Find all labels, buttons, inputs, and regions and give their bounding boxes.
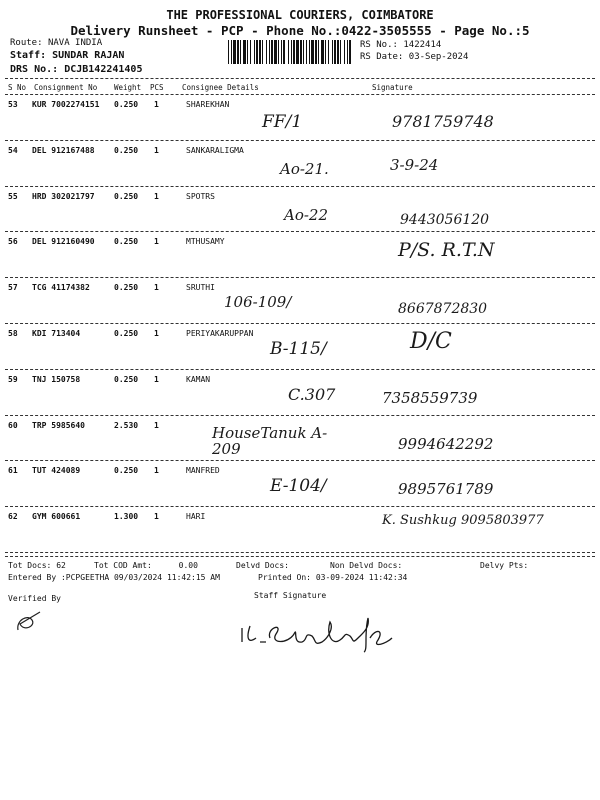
row-divider bbox=[5, 506, 595, 507]
delvy-pts-label: Delvy Pts: bbox=[480, 561, 529, 570]
row-consignment: HRD 302021797 bbox=[32, 191, 95, 201]
row-divider bbox=[5, 552, 595, 553]
row-consignment: GYM 600661 bbox=[32, 512, 81, 522]
handwritten-address: C.307 bbox=[288, 384, 336, 404]
row-consignee: KAMAN bbox=[186, 374, 211, 384]
handwritten-signature: K. Sushkug 9095803977 bbox=[382, 513, 544, 529]
handwritten-signature: D/C bbox=[410, 329, 452, 354]
row-sno: 62 bbox=[8, 512, 18, 522]
row-pcs: 1 bbox=[154, 145, 159, 155]
handwritten-signature: 9994642292 bbox=[398, 434, 494, 453]
row-consignment: KUR 7002274151 bbox=[32, 100, 100, 109]
row-consignment: DEL 912167488 bbox=[32, 145, 95, 155]
row-sno: 58 bbox=[8, 329, 18, 338]
barcode bbox=[228, 40, 352, 64]
handwritten-address: E-104/ bbox=[270, 476, 327, 497]
row-divider bbox=[5, 231, 595, 232]
row-divider bbox=[5, 323, 595, 324]
route-value: NAVA INDIA bbox=[47, 38, 103, 48]
row-consignment: TUT 424089 bbox=[32, 466, 81, 476]
row-sno: 60 bbox=[8, 420, 18, 430]
row-divider bbox=[5, 369, 595, 370]
row-sno: 56 bbox=[8, 237, 18, 247]
row-weight: 0.250 bbox=[114, 374, 139, 384]
printed-on-label: Printed On: bbox=[258, 573, 311, 582]
handwritten-address: FF/1 bbox=[262, 112, 303, 132]
row-weight: 0.250 bbox=[114, 145, 139, 155]
row-consignment: KDI 713404 bbox=[32, 329, 81, 338]
handwritten-signature: P/S. R.T.N bbox=[398, 239, 495, 262]
rs-no-label: RS No.: bbox=[360, 40, 398, 50]
entered-by-value: PCPGEETHA 09/03/2024 11:42:15 AM bbox=[65, 573, 220, 582]
tot-docs-value: 62 bbox=[56, 561, 66, 570]
non-delvd-docs-label: Non Delvd Docs: bbox=[330, 561, 403, 570]
row-sno: 61 bbox=[8, 466, 18, 476]
row-sno: 54 bbox=[8, 145, 18, 155]
header-rule-top bbox=[5, 78, 595, 79]
totals-line bbox=[8, 561, 66, 570]
verified-signature bbox=[14, 610, 44, 634]
staff-line bbox=[10, 50, 124, 61]
staff-signature-label: Staff Signature bbox=[254, 591, 327, 600]
row-weight: 0.250 bbox=[114, 466, 139, 476]
row-weight: 0.250 bbox=[114, 100, 139, 109]
drs-value: DCJB142241405 bbox=[64, 64, 143, 75]
row-consignee: SRUTHI bbox=[186, 283, 215, 293]
handwritten-address: Ao-22 bbox=[284, 205, 329, 224]
row-pcs: 1 bbox=[154, 191, 159, 201]
row-pcs: 1 bbox=[154, 512, 159, 522]
col-pcs: PCS bbox=[150, 83, 164, 92]
handwritten-signature: 9443056120 bbox=[400, 211, 490, 228]
handwritten-address: B-115/ bbox=[270, 339, 327, 359]
row-weight: 0.250 bbox=[114, 237, 139, 247]
handwritten-address: Ao-21. bbox=[280, 159, 329, 178]
row-pcs: 1 bbox=[154, 329, 159, 338]
tot-docs-label: Tot Docs: bbox=[8, 561, 52, 570]
runsheet-title: Delivery Runsheet - PCP - Phone No.:0422-3505555 - Page No.:5 bbox=[70, 23, 530, 38]
header-rule-bottom bbox=[5, 94, 595, 95]
tot-cod-label: Tot COD Amt: bbox=[94, 561, 152, 570]
entered-by-line bbox=[8, 573, 220, 582]
entered-by-label: Entered By : bbox=[8, 573, 66, 582]
handwritten-signature: 9895761789 bbox=[398, 480, 494, 499]
row-pcs: 1 bbox=[154, 100, 159, 109]
row-weight: 0.250 bbox=[114, 283, 139, 293]
delvd-docs-label: Delvd Docs: bbox=[236, 561, 289, 570]
row-pcs: 1 bbox=[154, 283, 159, 293]
col-signature: Signature bbox=[372, 83, 413, 92]
row-consignee: MTHUSAMY bbox=[186, 237, 225, 247]
row-consignment: TRP 5985640 bbox=[32, 420, 85, 430]
printed-on-value: 03-09-2024 11:42:34 bbox=[315, 573, 408, 582]
row-divider bbox=[5, 415, 595, 416]
row-weight: 2.530 bbox=[114, 420, 139, 430]
rs-no-value: 1422414 bbox=[403, 40, 442, 50]
tot-cod-value: 0.00 bbox=[178, 561, 198, 570]
rs-date-label: RS Date: bbox=[360, 52, 404, 62]
row-divider bbox=[5, 277, 595, 278]
row-pcs: 1 bbox=[154, 420, 159, 430]
row-consignee: SHAREKHAN bbox=[186, 100, 230, 109]
row-consignee: PERIYAKARUPPAN bbox=[186, 329, 254, 338]
row-sno: 59 bbox=[8, 374, 18, 384]
staff-signature-scribble bbox=[236, 598, 406, 654]
handwritten-address: 106-109/ bbox=[224, 293, 292, 312]
col-consignment: Consignment No bbox=[34, 83, 98, 92]
row-divider bbox=[5, 186, 595, 187]
col-weight: Weight bbox=[114, 83, 142, 92]
row-pcs: 1 bbox=[154, 466, 159, 476]
row-weight: 0.250 bbox=[114, 191, 139, 201]
handwritten-address: HouseTanuk A-209 bbox=[212, 423, 328, 458]
col-consignee: Consignee Details bbox=[182, 83, 259, 92]
row-weight: 1.300 bbox=[114, 512, 139, 522]
footer-rule bbox=[5, 556, 595, 557]
handwritten-signature: 7358559739 bbox=[382, 388, 478, 407]
route-label: Route: bbox=[10, 38, 43, 48]
row-divider bbox=[5, 460, 595, 461]
row-consignee: MANFRED bbox=[186, 466, 220, 476]
row-sno: 53 bbox=[8, 100, 18, 109]
cod-line bbox=[94, 561, 198, 570]
row-consignment: TCG 41174382 bbox=[32, 283, 90, 293]
col-sno: S No bbox=[8, 83, 27, 92]
staff-value: SUNDAR RAJAN bbox=[52, 50, 125, 61]
row-pcs: 1 bbox=[154, 374, 159, 384]
row-sno: 55 bbox=[8, 191, 18, 201]
handwritten-signature: 3-9-24 bbox=[390, 155, 439, 174]
row-consignment: TNJ 150758 bbox=[32, 374, 81, 384]
row-pcs: 1 bbox=[154, 237, 159, 247]
row-sno: 57 bbox=[8, 283, 18, 293]
drs-line bbox=[10, 64, 142, 75]
handwritten-signature: 9781759748 bbox=[392, 112, 494, 131]
row-consignee: SANKARALIGMA bbox=[186, 145, 244, 155]
row-consignee: HARI bbox=[186, 512, 206, 522]
printed-on-line bbox=[258, 573, 407, 582]
row-divider bbox=[5, 140, 595, 141]
row-weight: 0.250 bbox=[114, 329, 139, 338]
drs-label: DRS No.: bbox=[10, 64, 59, 75]
staff-label: Staff: bbox=[10, 50, 47, 61]
handwritten-signature: 8667872830 bbox=[398, 301, 488, 318]
row-consignment: DEL 912160490 bbox=[32, 237, 95, 247]
company-name: THE PROFESSIONAL COURIERS, COIMBATORE bbox=[166, 8, 434, 22]
rs-date-line bbox=[360, 52, 468, 62]
row-consignee: SPOTRS bbox=[186, 191, 215, 201]
rs-no-line bbox=[360, 40, 441, 50]
route-line bbox=[10, 38, 102, 48]
rs-date-value: 03-Sep-2024 bbox=[408, 52, 469, 62]
verified-by-label: Verified By bbox=[8, 594, 61, 603]
